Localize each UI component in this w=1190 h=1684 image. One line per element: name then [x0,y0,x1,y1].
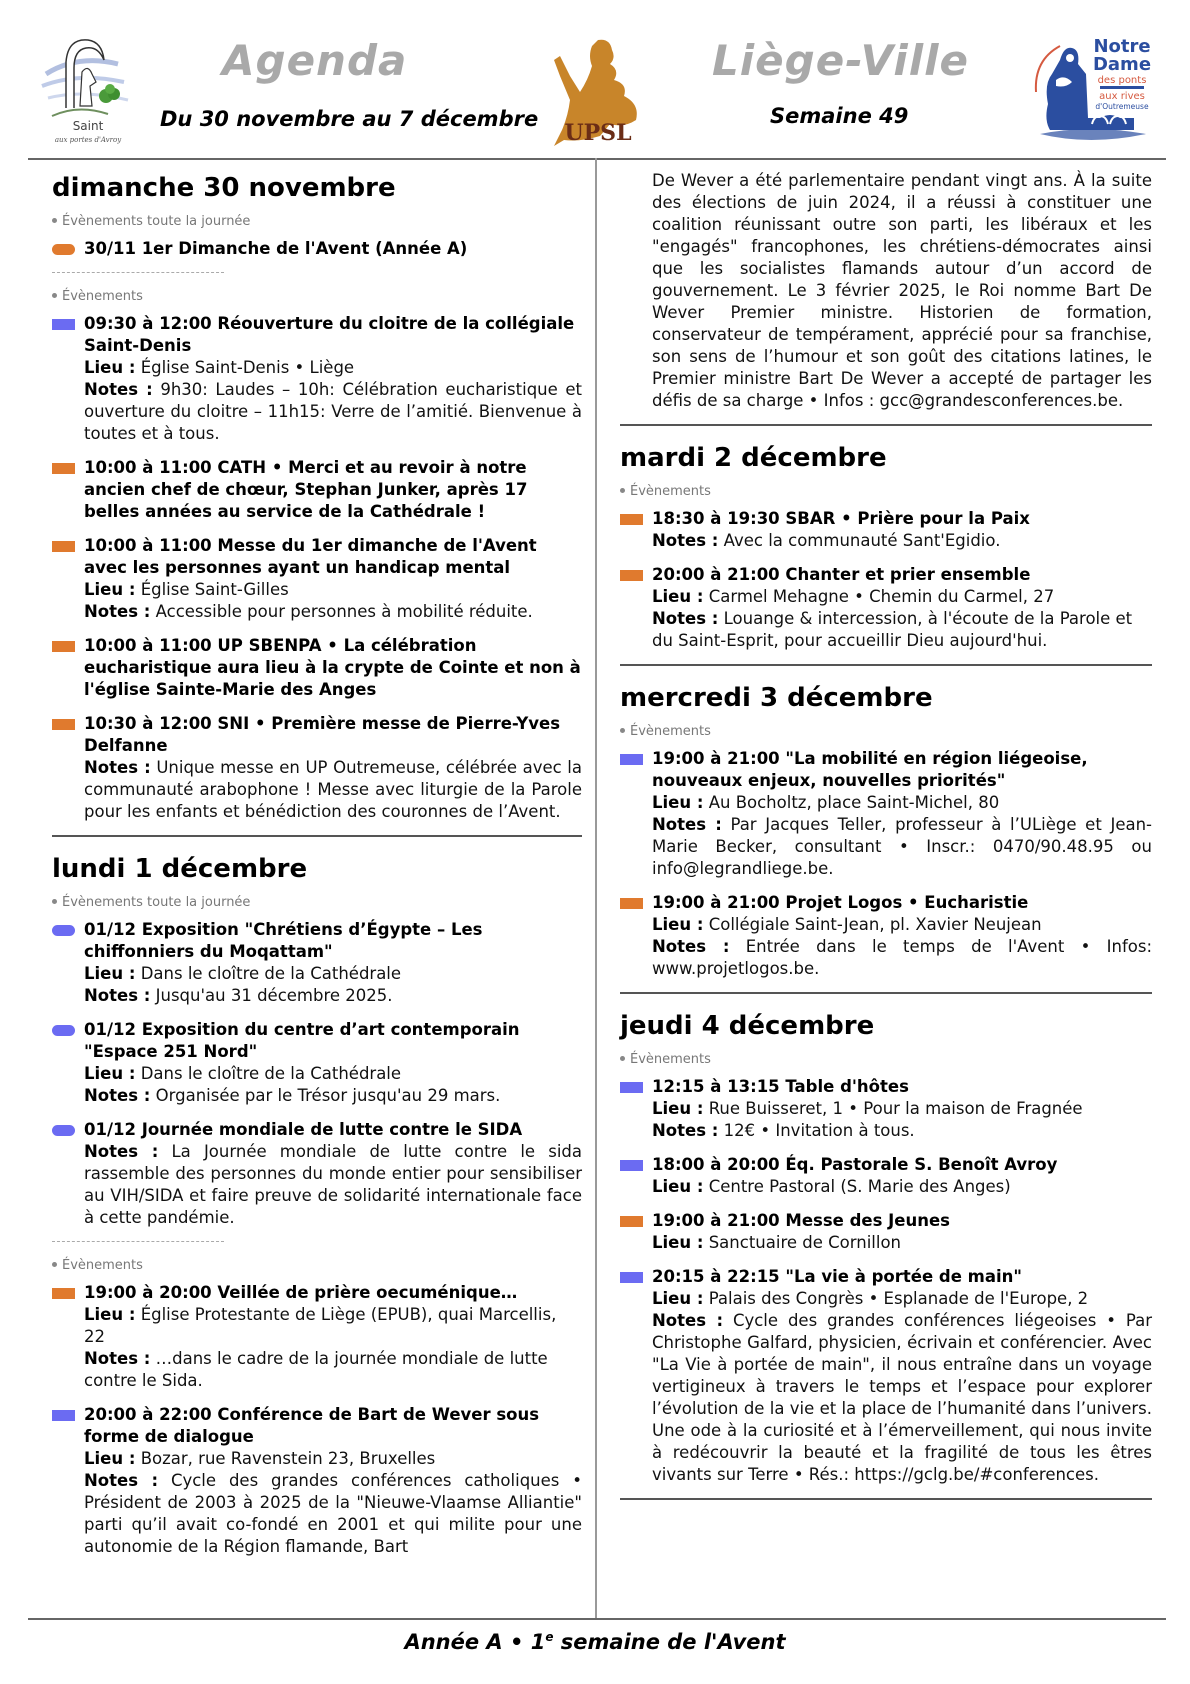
day-title: lundi 1 décembre [52,854,308,884]
date-range: Du 30 novembre au 7 décembre [160,107,539,131]
notre-dame-logo [1030,34,1158,146]
svg-text:Notre: Notre [1093,36,1151,57]
events-label: Évènements [52,1258,582,1274]
event-notes: Entrée dans le temps de l'Avent • Infos: www.projetlogos.be. [652,937,1153,978]
dashed-separator [52,272,224,273]
calendar-color-marker-icon [52,463,75,474]
event-item[interactable]: 10:00 à 11:00 UP SBENPA • La célébration eucharistique aura lieu à la crypte de Cointe et non à l'église Sainte-Marie des Anges [52,635,582,701]
right-column [620,170,1152,1514]
bullet-icon [620,728,625,733]
footer-divider [28,1618,1166,1620]
calendar-color-marker-icon [52,1410,75,1421]
event-item[interactable]: 20:00 à 22:00 Conférence de Bart de Wever sous forme de dialogue Lieu : Bozar, rue Ravenstein 23, Bruxelles Notes : Cycle des grandes conférences catholiques • Président de 2003 à 2025 de la "Nieuwe-Vlaamse Alliantie" parti qu’il avait co-fondé en 2001 et qui milite pour une autonomie de la Région flamande, Bart [52,1404,582,1558]
event-notes: 9h30: Laudes – 10h: Célébration eucharistique et ouverture du cloitre – 11h15: Verre de l’amitié. Bienvenue à toutes et à tous. [84,380,582,443]
event-item[interactable]: 10:00 à 11:00 Messe du 1er dimanche de l'Avent avec les personnes ayant un handicap mental Lieu : Église Saint-Gilles Notes : Accessible pour personnes à mobilité réduite. [52,535,582,623]
svg-text:Dame: Dame [1092,54,1152,75]
event-item[interactable]: 09:30 à 12:00 Réouverture du cloitre de la collégiale Saint-Denis Lieu : Église Saint-Denis • Liège Notes : 9h30: Laudes – 10h: Célébration eucharistique et ouverture du cloitre – 11h15: Verre de l’amitié. Bienvenue à toutes et à tous. [52,313,582,445]
event-notes: Unique messe en UP Outremeuse, célébrée avec la communauté arabophone ! Messe avec liturgie de la Parole pour les enfants et bénédiction des couronnes de l’Avent. [84,758,582,821]
day-wednesday [620,680,1152,980]
event-location: Dans le cloître de la Cathédrale [140,1064,402,1083]
event-notes: Jusqu'au 31 décembre 2025. [155,986,393,1005]
day-title: dimanche 30 novembre [52,173,396,203]
event-item[interactable]: 20:15 à 22:15 "La vie à portée de main" Lieu : Palais des Congrès • Esplanade de l'Europe, 2 Notes : Cycle des grandes conférences liégeoises • Par Christophe Galfard, physicien, écrivain et conférencier. Avec "La Vie à portée de main", il nous entraîne dans un voyage vertigineux à travers le temps et l’espace pour explorer l’évolution de la vie et la place de l’humanité dans l’univers. Une ode à la curiosité et à l’émerveillement, qui nous invite à redécouvrir la beauté et la fragilité de tous les êtres vivants sur Terre • Rés.: https://gclg.be/#conferences. [620,1266,1152,1486]
day-thursday [620,1008,1152,1486]
page-header [0,0,1190,160]
events-label: Évènements [620,1052,1152,1068]
agenda-title: Agenda [222,36,408,85]
event-location: Sanctuaire de Cornillon [708,1233,901,1252]
bullet-icon [620,1056,625,1061]
event-item[interactable]: 18:30 à 19:30 SBAR • Prière pour la Paix Notes : Avec la communauté Sant'Egidio. [620,508,1152,552]
calendar-color-marker-icon [52,1125,75,1136]
calendar-color-marker-icon [52,641,75,652]
bullet-icon [52,899,57,904]
calendar-color-marker-icon [620,1216,643,1227]
calendar-color-marker-icon [620,1272,643,1283]
bullet-icon [52,1262,57,1267]
column-divider [595,158,597,1619]
header-divider [28,158,1166,160]
day-monday [52,851,582,1558]
calendar-color-marker-icon [620,1160,643,1171]
event-item[interactable]: 18:00 à 20:00 Éq. Pastorale S. Benoît Avroy Lieu : Centre Pastoral (S. Marie des Anges) [620,1154,1152,1198]
event-item[interactable]: 30/11 1er Dimanche de l'Avent (Année A) [52,238,582,260]
event-notes: Accessible pour personnes à mobilité réduite. [155,602,533,621]
day-divider [620,1498,1152,1500]
events-label: Évènements [620,724,1152,740]
calendar-color-marker-icon [620,570,643,581]
event-notes: Cycle des grandes conférences liégeoises • Par Christophe Galfard, physicien, écrivain et conférencier. Avec "La Vie à portée de main", il nous entraîne dans un voyage vertigineux à travers le temps et l’espace pour explorer l’évolution de la vie et la place de l’humanité dans l’univers. Une ode à la curiosité et à l’émerveillement, qui nous invite à redécouvrir la beauté et la fragilité de tous les êtres vivants sur Terre • Rés.: https://gclg.be/#conferences. [652,1311,1152,1484]
day-title: mercredi 3 décembre [620,683,933,713]
event-notes: 12€ • Invitation à tous. [723,1121,915,1140]
calendar-color-marker-icon [52,925,75,936]
event-location: Au Bocholtz, place Saint-Michel, 80 [708,793,1000,812]
event-item[interactable]: 12:15 à 13:15 Table d'hôtes Lieu : Rue Buisseret, 1 • Pour la maison de Fragnée Notes : 12€ • Invitation à tous. [620,1076,1152,1142]
calendar-color-marker-icon [52,719,75,730]
event-notes: …dans le cadre de la journée mondiale de lutte contre le Sida. [84,1349,548,1390]
svg-text:aux rives: aux rives [1099,91,1145,102]
event-item[interactable]: 20:00 à 21:00 Chanter et prier ensemble Lieu : Carmel Mehagne • Chemin du Carmel, 27 Notes : Louange & intercession, à l'écoute de la Parole et du Saint-Esprit, pour accueillir Dieu aujourd'hui. [620,564,1152,652]
all-day-label: Évènements toute la journée [52,895,582,911]
saint-benoit-logo-text: Saint [72,119,104,133]
calendar-color-marker-icon [620,898,643,909]
event-notes: Par Jacques Teller, professeur à l’ULiège et Jean-Marie Becker, consultant • Inscr.: 0470/90.48.95 ou info@legrandliege.be. [652,815,1153,878]
svg-text:des ponts: des ponts [1097,75,1147,86]
event-location: Centre Pastoral (S. Marie des Anges) [708,1177,1011,1196]
event-location: Palais des Congrès • Esplanade de l'Europe, 2 [708,1289,1089,1308]
bullet-icon [52,218,57,223]
all-day-label: Évènements toute la journée [52,214,582,230]
event-notes-continued: De Wever a été parlementaire pendant vingt ans. À la suite des élections de juin 2024, il a réussi à constituer une coalition réunissant outre son parti, les libéraux et les "engagés" francophones, les chrétiens-démocrates ainsi que les socialistes flamands autour d’un accord de gouvernement. Le 3 février 2025, le Roi nomme Bart De Wever Premier ministre. Historien de formation, conservateur de tempérament, apprécié pour sa franchise, son sens de l’humour et son goût des citations latines, le Premier ministre Bart De Wever a accepté de partager les défis de sa charge • Infos : gcc@grandesconferences.be. [652,171,1152,410]
event-item[interactable]: 01/12 Journée mondiale de lutte contre le SIDA Notes : La Journée mondiale de lutte contre le sida rassemble des personnes du monde entier pour sensibiliser au VIH/SIDA et faire preuve de solidarité internationale face à cette pandémie. [52,1119,582,1229]
event-item[interactable]: 19:00 à 21:00 "La mobilité en région liégeoise, nouveaux enjeux, nouvelles priorités" Lieu : Au Bocholtz, place Saint-Michel, 80 Notes : Par Jacques Teller, professeur à l’ULiège et Jean-Marie Becker, consultant • Inscr.: 0470/90.48.95 ou info@legrandliege.be. [620,748,1152,880]
day-divider [620,664,1152,666]
calendar-color-marker-icon [52,1288,75,1299]
page-footer: Année A • 1e semaine de l'Avent [404,1630,786,1654]
calendar-color-marker-icon [52,319,75,330]
event-item[interactable]: 10:00 à 11:00 CATH • Merci et au revoir à notre ancien chef de chœur, Stephan Junker, après 17 belles années au service de la Cathédrale ! [52,457,582,523]
event-location: Rue Buisseret, 1 • Pour la maison de Fragnée [708,1099,1083,1118]
event-notes: Avec la communauté Sant'Egidio. [723,531,1001,550]
day-title: jeudi 4 décembre [620,1011,875,1041]
calendar-color-marker-icon [620,514,643,525]
event-notes: Organisée par le Trésor jusqu'au 29 mars. [155,1086,501,1105]
event-location: Église Saint-Gilles [140,580,289,599]
event-notes: Cycle des grandes conférences catholiques • Président de 2003 à 2025 de la "Nieuwe-Vlaamse Alliantie" parti qu’il avait co-fondé en 2001 et qui milite pour une autonomie de la Région flamande, Bart [84,1471,583,1556]
event-notes: Louange & intercession, à l'écoute de la Parole et du Saint-Esprit, pour accueillir Dieu aujourd'hui. [652,609,1133,650]
day-divider [52,835,582,837]
event-location: Dans le cloître de la Cathédrale [140,964,402,983]
calendar-color-marker-icon [620,1082,643,1093]
event-item[interactable]: 01/12 Exposition du centre d’art contemporain "Espace 251 Nord" Lieu : Dans le cloître de la Cathédrale Notes : Organisée par le Trésor jusqu'au 29 mars. [52,1019,582,1107]
upsl-logo [540,36,650,148]
svg-text:d'Outremeuse: d'Outremeuse [1095,102,1149,111]
left-column [52,170,582,1570]
calendar-color-marker-icon [620,754,643,765]
svg-text:aux portes d'Avroy: aux portes d'Avroy [54,136,122,144]
event-notes: La Journée mondiale de lutte contre le sida rassemble des personnes du monde entier pour sensibiliser au VIH/SIDA et faire preuve de solidarité internationale face à cette pandémie. [84,1142,583,1227]
event-item[interactable]: 19:00 à 20:00 Veillée de prière oecuménique… Lieu : Église Protestante de Liège (EPUB), quai Marcellis, 22 Notes : …dans le cadre de la journée mondiale de lutte contre le Sida. [52,1282,582,1392]
day-tuesday [620,440,1152,652]
event-location: Collégiale Saint-Jean, pl. Xavier Neujean [708,915,1042,934]
event-item[interactable]: 01/12 Exposition "Chrétiens d’Égypte – Les chiffonniers du Moqattam" Lieu : Dans le cloître de la Cathédrale Notes : Jusqu'au 31 décembre 2025. [52,919,582,1007]
dashed-separator [52,1241,224,1242]
event-location: Église Saint-Denis • Liège [140,358,355,377]
event-item[interactable]: 19:00 à 21:00 Messe des Jeunes Lieu : Sanctuaire de Cornillon [620,1210,1152,1254]
day-sunday [52,170,582,823]
calendar-color-marker-icon [52,541,75,552]
event-item[interactable]: 10:30 à 12:00 SNI • Première messe de Pierre-Yves Delfanne Notes : Unique messe en UP Outremeuse, célébrée avec la communauté arabophone ! Messe avec liturgie de la Parole pour les enfants et bénédiction des couronnes de l’Avent. [52,713,582,823]
event-location: Bozar, rue Ravenstein 23, Bruxelles [140,1449,436,1468]
liege-ville-title: Liège-Ville [712,36,970,85]
week-number: Semaine 49 [770,104,909,128]
event-location: Église Protestante de Liège (EPUB), quai Marcellis, 22 [84,1305,557,1346]
day-title: mardi 2 décembre [620,443,887,473]
event-location: Carmel Mehagne • Chemin du Carmel, 27 [708,587,1055,606]
events-label: Évènements [620,484,1152,500]
upsl-logo-text: UPSL [564,120,632,146]
event-item[interactable]: 19:00 à 21:00 Projet Logos • Eucharistie Lieu : Collégiale Saint-Jean, pl. Xavier Neujean Notes : Entrée dans le temps de l'Avent • Infos: www.projetlogos.be. [620,892,1152,980]
events-label: Évènements [52,289,582,305]
saint-benoit-logo [38,34,138,146]
day-divider [620,992,1152,994]
bullet-icon [52,293,57,298]
calendar-color-marker-icon [52,244,75,255]
calendar-color-marker-icon [52,1025,75,1036]
day-divider [620,424,1152,426]
bullet-icon [620,488,625,493]
